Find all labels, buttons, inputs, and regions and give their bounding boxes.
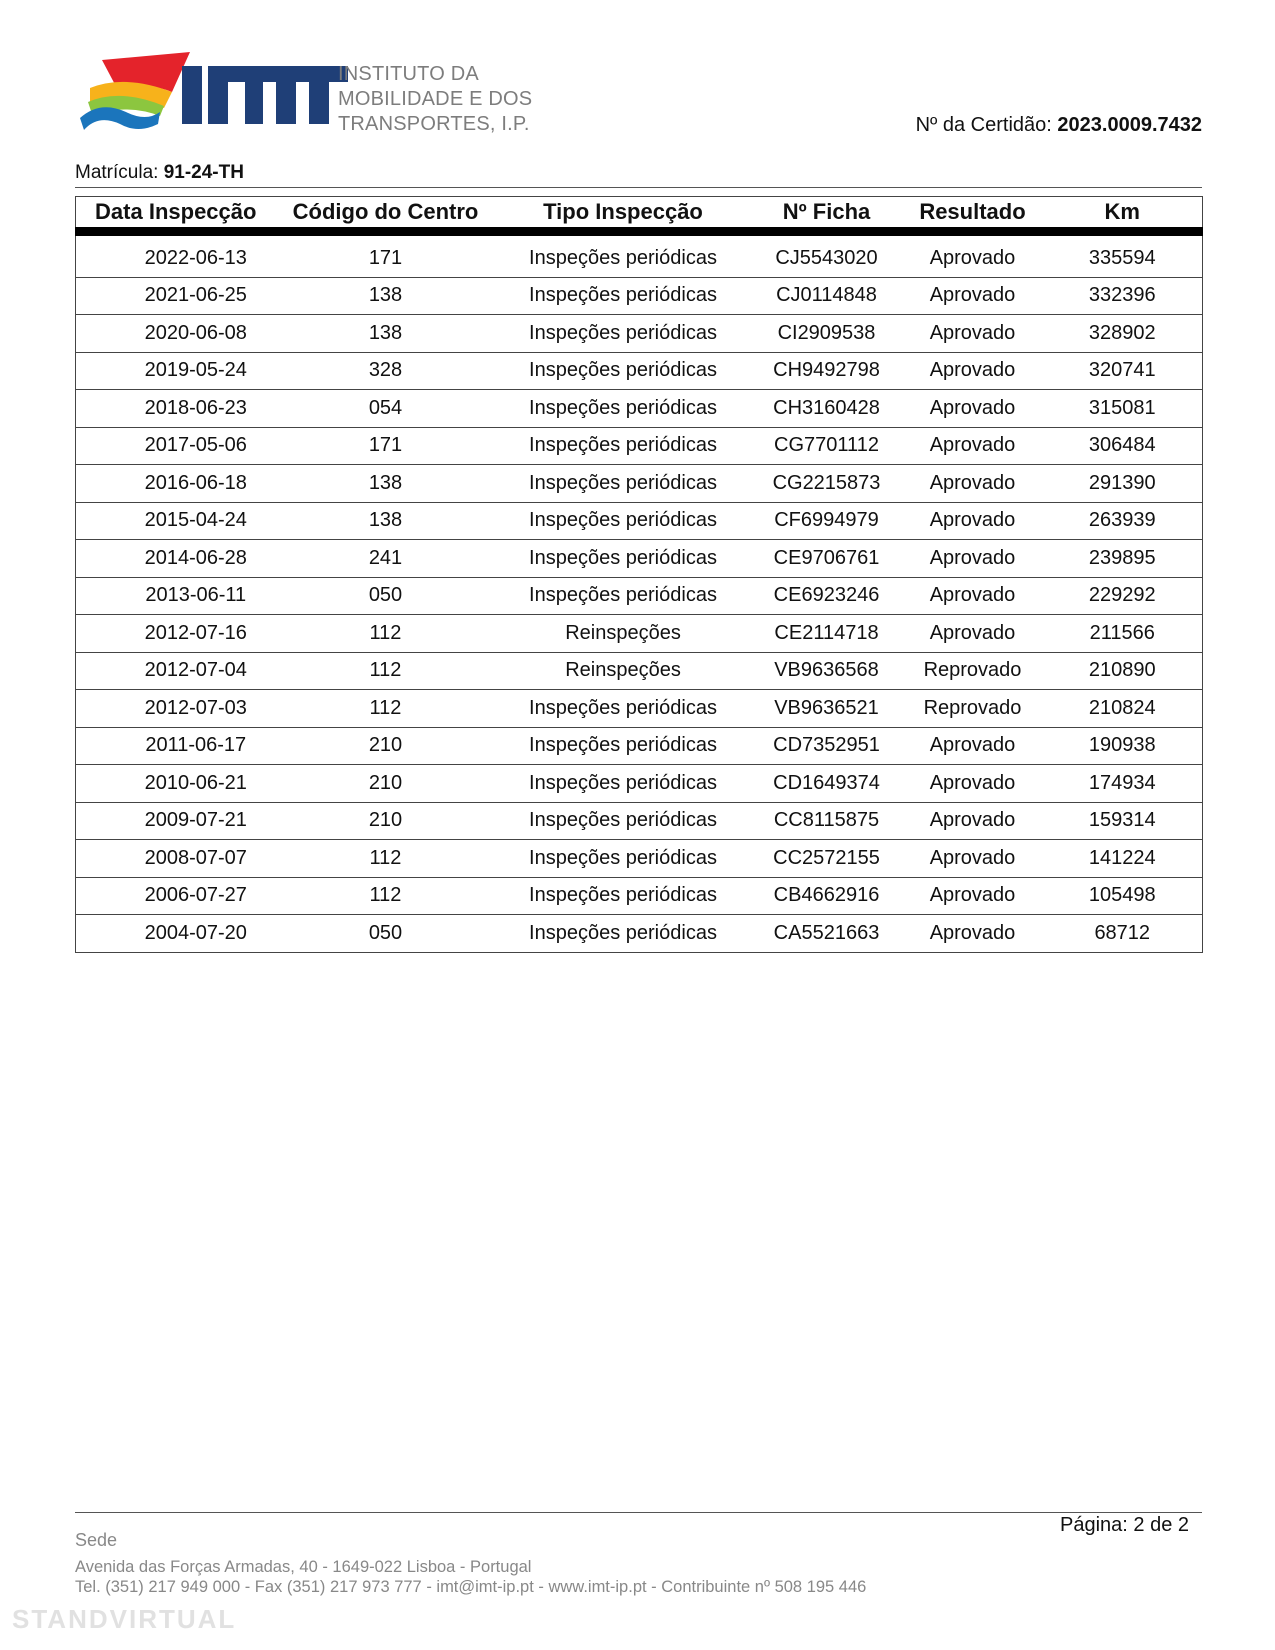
cell-km: 328902 bbox=[1043, 315, 1203, 353]
cell-date: 2008-07-07 bbox=[76, 840, 276, 878]
footer-sede: Sede bbox=[75, 1530, 118, 1550]
cell-center-code: 112 bbox=[276, 652, 496, 690]
cell-sheet-number: VB9636568 bbox=[751, 652, 903, 690]
cell-sheet-number: CD1649374 bbox=[751, 765, 903, 803]
cell-center-code: 210 bbox=[276, 802, 496, 840]
inspection-table bbox=[75, 196, 1203, 953]
cell-center-code: 138 bbox=[276, 315, 496, 353]
table-header-row bbox=[76, 197, 1203, 232]
cell-sheet-number: VB9636521 bbox=[751, 690, 903, 728]
cell-date: 2015-04-24 bbox=[76, 502, 276, 540]
cell-date: 2011-06-17 bbox=[76, 727, 276, 765]
table-row bbox=[76, 577, 1203, 615]
cell-sheet-number: CJ5543020 bbox=[751, 232, 903, 278]
cell-date: 2012-07-04 bbox=[76, 652, 276, 690]
cell-km: 105498 bbox=[1043, 877, 1203, 915]
col-inspection-type: Tipo Inspecção bbox=[496, 197, 751, 232]
cell-sheet-number: CD7352951 bbox=[751, 727, 903, 765]
plate-value: 91-24-TH bbox=[163, 162, 244, 183]
cell-km: 332396 bbox=[1043, 277, 1203, 315]
footer-contacts: Tel. (351) 217 949 000 - Fax (351) 217 973 777 - imt@imt-ip.pt - www.imt-ip.pt - Contribuinte nº 508 195 446 bbox=[75, 1578, 867, 1596]
footer-address-block bbox=[75, 1557, 866, 1597]
cell-km: 239895 bbox=[1043, 540, 1203, 578]
cell-result: Aprovado bbox=[903, 277, 1043, 315]
cell-date: 2012-07-16 bbox=[76, 615, 276, 653]
header-divider bbox=[75, 187, 1202, 188]
table-row bbox=[76, 352, 1203, 390]
cell-sheet-number: CB4662916 bbox=[751, 877, 903, 915]
cell-km: 68712 bbox=[1043, 915, 1203, 953]
col-date: Data Inspecção bbox=[76, 197, 276, 232]
table-row bbox=[76, 315, 1203, 353]
cell-date: 2006-07-27 bbox=[76, 877, 276, 915]
col-sheet-number: Nº Ficha bbox=[751, 197, 903, 232]
cell-inspection-type: Inspeções periódicas bbox=[496, 390, 751, 428]
cell-inspection-type: Inspeções periódicas bbox=[496, 727, 751, 765]
cell-result: Aprovado bbox=[903, 877, 1043, 915]
col-center-code: Código do Centro bbox=[276, 197, 496, 232]
cell-km: 211566 bbox=[1043, 615, 1203, 653]
cell-inspection-type: Inspeções periódicas bbox=[496, 315, 751, 353]
table-row bbox=[76, 877, 1203, 915]
table-row bbox=[76, 390, 1203, 428]
cell-sheet-number: CE2114718 bbox=[751, 615, 903, 653]
cell-result: Aprovado bbox=[903, 502, 1043, 540]
table-row bbox=[76, 727, 1203, 765]
cell-result: Aprovado bbox=[903, 802, 1043, 840]
cell-km: 263939 bbox=[1043, 502, 1203, 540]
cell-center-code: 112 bbox=[276, 690, 496, 728]
cell-sheet-number: CC2572155 bbox=[751, 840, 903, 878]
cell-result: Aprovado bbox=[903, 840, 1043, 878]
certificate-label: Nº da Certidão: bbox=[915, 114, 1052, 136]
cell-result: Aprovado bbox=[903, 540, 1043, 578]
table-row bbox=[76, 765, 1203, 803]
cell-date: 2009-07-21 bbox=[76, 802, 276, 840]
cell-center-code: 241 bbox=[276, 540, 496, 578]
cell-result: Aprovado bbox=[903, 390, 1043, 428]
cell-inspection-type: Inspeções periódicas bbox=[496, 840, 751, 878]
table-row bbox=[76, 502, 1203, 540]
cell-result: Reprovado bbox=[903, 690, 1043, 728]
cell-center-code: 171 bbox=[276, 427, 496, 465]
cell-km: 159314 bbox=[1043, 802, 1203, 840]
certificate-value: 2023.0009.7432 bbox=[1057, 114, 1202, 136]
cell-km: 315081 bbox=[1043, 390, 1203, 428]
table-row bbox=[76, 690, 1203, 728]
cell-date: 2019-05-24 bbox=[76, 352, 276, 390]
certificate-number bbox=[916, 114, 1202, 137]
cell-inspection-type: Inspeções periódicas bbox=[496, 502, 751, 540]
cell-km: 210890 bbox=[1043, 652, 1203, 690]
logo-letters bbox=[182, 66, 348, 124]
cell-inspection-type: Inspeções periódicas bbox=[496, 540, 751, 578]
cell-date: 2004-07-20 bbox=[76, 915, 276, 953]
cell-inspection-type: Inspeções periódicas bbox=[496, 277, 751, 315]
cell-center-code: 138 bbox=[276, 277, 496, 315]
cell-km: 210824 bbox=[1043, 690, 1203, 728]
cell-inspection-type: Inspeções periódicas bbox=[496, 765, 751, 803]
cell-result: Reprovado bbox=[903, 652, 1043, 690]
cell-inspection-type: Inspeções periódicas bbox=[496, 915, 751, 953]
logo-line-3: TRANSPORTES, I.P. bbox=[338, 113, 530, 135]
cell-center-code: 138 bbox=[276, 502, 496, 540]
cell-center-code: 138 bbox=[276, 465, 496, 503]
cell-center-code: 328 bbox=[276, 352, 496, 390]
cell-center-code: 050 bbox=[276, 577, 496, 615]
cell-km: 174934 bbox=[1043, 765, 1203, 803]
cell-inspection-type: Reinspeções bbox=[496, 615, 751, 653]
cell-inspection-type: Reinspeções bbox=[496, 652, 751, 690]
cell-inspection-type: Inspeções periódicas bbox=[496, 877, 751, 915]
cell-sheet-number: CF6994979 bbox=[751, 502, 903, 540]
cell-km: 141224 bbox=[1043, 840, 1203, 878]
cell-sheet-number: CH9492798 bbox=[751, 352, 903, 390]
table-row bbox=[76, 540, 1203, 578]
cell-center-code: 050 bbox=[276, 915, 496, 953]
cell-inspection-type: Inspeções periódicas bbox=[496, 802, 751, 840]
logo-line-2: MOBILIDADE E DOS bbox=[338, 88, 533, 110]
cell-sheet-number: CJ0114848 bbox=[751, 277, 903, 315]
cell-result: Aprovado bbox=[903, 352, 1043, 390]
cell-km: 306484 bbox=[1043, 427, 1203, 465]
cell-result: Aprovado bbox=[903, 577, 1043, 615]
cell-result: Aprovado bbox=[903, 915, 1043, 953]
table-row bbox=[76, 277, 1203, 315]
cell-sheet-number: CA5521663 bbox=[751, 915, 903, 953]
cell-km: 291390 bbox=[1043, 465, 1203, 503]
col-km: Km bbox=[1043, 197, 1203, 232]
page-number: Página: 2 de 2 bbox=[1060, 1514, 1189, 1536]
logo-institute-name bbox=[338, 62, 532, 137]
cell-km: 229292 bbox=[1043, 577, 1203, 615]
cell-km: 335594 bbox=[1043, 232, 1203, 278]
cell-sheet-number: CG7701112 bbox=[751, 427, 903, 465]
col-result: Resultado bbox=[903, 197, 1043, 232]
cell-date: 2017-05-06 bbox=[76, 427, 276, 465]
cell-date: 2010-06-21 bbox=[76, 765, 276, 803]
cell-result: Aprovado bbox=[903, 765, 1043, 803]
cell-result: Aprovado bbox=[903, 727, 1043, 765]
cell-center-code: 171 bbox=[276, 232, 496, 278]
footer-divider bbox=[75, 1512, 1202, 1513]
table-row bbox=[76, 840, 1203, 878]
cell-km: 320741 bbox=[1043, 352, 1203, 390]
cell-inspection-type: Inspeções periódicas bbox=[496, 690, 751, 728]
cell-inspection-type: Inspeções periódicas bbox=[496, 465, 751, 503]
cell-date: 2021-06-25 bbox=[76, 277, 276, 315]
cell-km: 190938 bbox=[1043, 727, 1203, 765]
license-plate bbox=[75, 162, 244, 184]
logo-emblem bbox=[80, 52, 190, 130]
table-row bbox=[76, 652, 1203, 690]
cell-result: Aprovado bbox=[903, 232, 1043, 278]
cell-date: 2020-06-08 bbox=[76, 315, 276, 353]
cell-center-code: 210 bbox=[276, 765, 496, 803]
cell-date: 2018-06-23 bbox=[76, 390, 276, 428]
logo-line-1: INSTITUTO DA bbox=[338, 63, 479, 85]
cell-inspection-type: Inspeções periódicas bbox=[496, 232, 751, 278]
cell-date: 2022-06-13 bbox=[76, 232, 276, 278]
cell-result: Aprovado bbox=[903, 465, 1043, 503]
footer-address: Avenida das Forças Armadas, 40 - 1649-022 Lisboa - Portugal bbox=[75, 1558, 532, 1576]
cell-date: 2014-06-28 bbox=[76, 540, 276, 578]
cell-center-code: 054 bbox=[276, 390, 496, 428]
cell-result: Aprovado bbox=[903, 315, 1043, 353]
cell-center-code: 112 bbox=[276, 840, 496, 878]
cell-center-code: 112 bbox=[276, 615, 496, 653]
cell-center-code: 112 bbox=[276, 877, 496, 915]
cell-date: 2016-06-18 bbox=[76, 465, 276, 503]
cell-sheet-number: CC8115875 bbox=[751, 802, 903, 840]
cell-inspection-type: Inspeções periódicas bbox=[496, 427, 751, 465]
cell-sheet-number: CG2215873 bbox=[751, 465, 903, 503]
plate-label: Matrícula: bbox=[75, 162, 159, 183]
cell-sheet-number: CH3160428 bbox=[751, 390, 903, 428]
table-row bbox=[76, 615, 1203, 653]
cell-inspection-type: Inspeções periódicas bbox=[496, 577, 751, 615]
cell-center-code: 210 bbox=[276, 727, 496, 765]
cell-sheet-number: CE9706761 bbox=[751, 540, 903, 578]
table-row bbox=[76, 427, 1203, 465]
cell-result: Aprovado bbox=[903, 615, 1043, 653]
table-row bbox=[76, 465, 1203, 503]
cell-date: 2012-07-03 bbox=[76, 690, 276, 728]
cell-inspection-type: Inspeções periódicas bbox=[496, 352, 751, 390]
watermark: STANDVIRTUAL bbox=[12, 1604, 237, 1634]
table-row bbox=[76, 232, 1203, 278]
cell-date: 2013-06-11 bbox=[76, 577, 276, 615]
cell-sheet-number: CI2909538 bbox=[751, 315, 903, 353]
cell-result: Aprovado bbox=[903, 427, 1043, 465]
table-row bbox=[76, 915, 1203, 953]
cell-sheet-number: CE6923246 bbox=[751, 577, 903, 615]
table-row bbox=[76, 802, 1203, 840]
